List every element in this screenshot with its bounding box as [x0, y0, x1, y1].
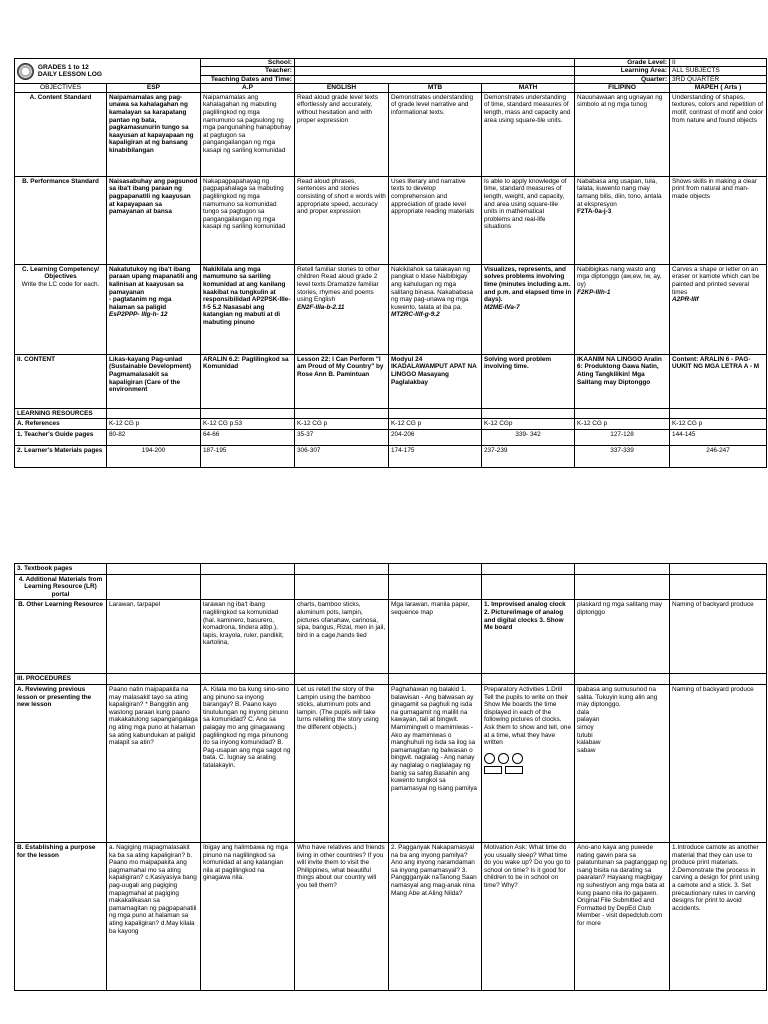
quarter-label: Quarter: — [575, 75, 670, 83]
row-purpose — [15, 842, 767, 990]
grade-label: Grade Level: — [575, 59, 670, 67]
row-content-standard — [15, 92, 767, 176]
rv-esp: Paano natin maipapakita na may malasakit tayo sa ating kapaligiran? * Banggitin ang wastong paraan kung paano makakatulong sapangangalaga ng ating mga puno at halaman sa ating kabundukan at paligid malapit sa atin? — [107, 684, 201, 842]
rv-math-text: Preparatory Activities 1.Drill Tell the pupils to write on their Show Me boards the time displayed in each of the following pictures of clocks. Ask them to show and tell, one at a time, what they have written — [484, 685, 572, 747]
lesson-log-part-2 — [14, 563, 766, 991]
competency-note: Write the LC code for each. — [21, 281, 100, 288]
area-label: Learning Area: — [575, 67, 670, 75]
row-textbook — [15, 564, 767, 575]
or-math: 1. Improvised analog clock 2. Picture/image of analog and digital clocks 3. Show Me board — [482, 600, 575, 674]
teachers-guide-label: 1. Teacher's Guide pages — [15, 430, 107, 446]
comp-mapeh-text: Carves a shape or letter on an eraser or kamote which can be painted and printed several times — [672, 265, 760, 296]
comp-esp-text: Nakatutukoy ng iba't ibang paraan upang mapanatili ang kalinisan at kaayusan sa pamayanan — [109, 265, 198, 296]
rv-mtb: Paghahawan ng balakid 1. balawisan - Ang balwasan ay ginagamit sa paghuli ng isda na gumagamit ng malilit na kawayan, tali at bingwit. Mamimingwit o mamimiwas - Ako ay mamimiwas o manghuhuli ng isda sa ilog sa pamamagitan ng balwasan o bingwit. naglalag - Ang nanay ay naglalag o naglalagay ng banig sa sahig.Basahin ang kuwento tungkol sa pamamasyal ng isang pamilya — [389, 684, 482, 842]
purpose-label: B. Establishing a purpose for the lesson — [15, 842, 107, 990]
cs-esp: Naipamamalas ang pag-unawa sa kahalagahan ng kamalayan sa karapatang pantao ng bata, pagkamasunurin tungo sa kaayusan at kapayapaan ng kapaligiran at ng bansang kinabibilangan — [107, 92, 201, 176]
ps-filipino-text: Nababasa ang usapan, tula, talata, kuwento nang may tamang bilis, diin, tono, antala at ekspresyon — [577, 177, 662, 208]
pp-mapeh: 1.Introduce camote as another material that they can use to produce print materials. 2.Demonstrate the process in carving a design for print using a camote and a stick. 3. Set precautionary rules in carving designs for print to avoid accidents. — [670, 842, 767, 990]
area-value: ALL SUBJECTS — [670, 67, 767, 75]
word-item: dala — [577, 708, 590, 716]
teacher-value — [295, 67, 575, 75]
quarter-value: 3RD QUARTER — [670, 75, 767, 83]
comp-filipino — [575, 264, 670, 354]
rv-english: Let us retell the story of the Lampin using the bamboo sticks, aluminum pots and lampin. (The pupils will take turns retelling the story using the different objects.) — [295, 684, 389, 842]
tg-esp: 80-82 — [107, 430, 201, 446]
ref-filipino: K-12 CG p — [575, 419, 670, 430]
comp-english-code: EN2F-IIIa-b-2.11 — [297, 303, 345, 311]
comp-english-text: Retell familiar stories to other children Read aloud grade 2 level texts Dramatize familiar stories, rhymes and poems using English — [297, 265, 380, 304]
clock-pictures — [484, 753, 572, 777]
row-content — [15, 354, 767, 408]
ps-math: Is able to apply knowledge of time, standard measures of length, weight, and capacity, and area using square-tile units in mathematical problems and real-life situations — [482, 176, 575, 264]
reviewing-label: A. Reviewing previous lesson or presenting the new lesson — [15, 684, 107, 842]
word-item: kalabaw — [577, 739, 601, 747]
ct-ap: ARALIN 6.2: Paglilingkod sa Komunidad — [201, 354, 295, 408]
lesson-log-part-1 — [14, 58, 766, 468]
dates-label: Teaching Dates and Time: — [201, 75, 295, 83]
lm-mtb: 174-175 — [389, 446, 482, 468]
rv-filipino-intro: Ipabasa ang sumusunod na salita. Tukuyin kung alin ang may diptonggo. — [577, 685, 658, 709]
lm-math: 237-239 — [482, 446, 575, 468]
comp-filipino-code: F2KP-IIIh-1 — [577, 288, 611, 296]
comp-english — [295, 264, 389, 354]
comp-esp-code: EsP2PPP- IIIg-h- 12 — [109, 311, 168, 319]
col-math: MATH — [482, 84, 575, 93]
rv-mapeh: Naming of backyard produce — [670, 684, 767, 842]
cs-filipino: Nauunawaan ang ugnayan ng simbolo at ng mga tunog — [575, 92, 670, 176]
row-references — [15, 419, 767, 430]
comp-mtb-text: Nakikilahok sa talakayan ng pangkat o klase Naibibigay ang kahulugan ng mga salitang binasa. Nakababasa ng may pag-unawa ng mga kuwento, talata at iba pa. — [391, 265, 474, 311]
ref-mtb: K-12 CG p — [389, 419, 482, 430]
comp-mapeh-code: A2PR-IIIf — [672, 296, 699, 304]
col-english: ENGLISH — [295, 84, 389, 93]
ct-filipino: IKAANIM NA LINGGO Aralin 6: Produktong Gawa Natin, Ating Tangkilikin! Mga Salitang may Diptonggo — [575, 354, 670, 408]
comp-mtb — [389, 264, 482, 354]
ct-mtb: Modyul 24 IKADALAWAMPUT APAT NA LINGGO Masayang Paglalakbay — [389, 354, 482, 408]
analog-clock-icon — [498, 753, 509, 764]
lm-mapeh: 246-247 — [670, 446, 767, 468]
rv-math — [482, 684, 575, 842]
word-item: palayan — [577, 716, 600, 724]
pp-mtb: 2. Pagganyak Nakapamasyal na ba ang inyong pamilya? Ano ang inyong naramdaman sa inyong pamamasyal? 3. Panggganyak naTanong Saan namasyal ang mag-anak nina Mang Abe at Aling Nilda? — [389, 842, 482, 990]
school-label: School: — [201, 59, 295, 67]
digital-clock-icon — [505, 766, 523, 774]
or-filipino: plaskard ng mga salitang may diptonggo — [575, 600, 670, 674]
row-learning-resources — [15, 408, 767, 419]
comp-math-text: Visualizes, represents, and solves problems involving time (minutes including a.m. and p.m. and elapsed time in days). — [484, 265, 572, 304]
school-value — [295, 59, 575, 67]
row-reviewing — [15, 684, 767, 842]
analog-clock-icon — [512, 753, 523, 764]
row-performance-standard — [15, 176, 767, 264]
row-additional — [15, 574, 767, 600]
word-item: sabaw — [577, 746, 596, 754]
cs-mtb: Demonstrates understanding of grade level narrative and informational texts. — [389, 92, 482, 176]
ps-ap: Nakapagpapahayag ng pagpapahalaga sa mabuting paglilingkod ng mga namumuno sa komunidad tungo sa pagtugon sa pangangailangan ng mga kasapi ng sariling komunidad — [201, 176, 295, 264]
procedures-label: III. PROCEDURES — [15, 674, 107, 685]
deped-seal-icon — [17, 63, 34, 80]
ref-english: K-12 CG p — [295, 419, 389, 430]
tg-mapeh: 144-145 — [670, 430, 767, 446]
performance-standard-label: B. Performance Standard — [15, 176, 107, 264]
ps-filipino — [575, 176, 670, 264]
learners-materials-label: 2. Learner's Materials pages — [15, 446, 107, 468]
comp-mtb-code: MT2RC-IIIf-g-9.2 — [391, 311, 440, 319]
word-item: tutubi — [577, 731, 593, 739]
competency-label-cell — [15, 264, 107, 354]
col-mtb: MTB — [389, 84, 482, 93]
comp-math — [482, 264, 575, 354]
pp-ap: Ibigay ang halimbawa ng mga pinuno na naglilingkod sa komunidad at ang katangian nila at paglilingkod na ginagawa nila. — [201, 842, 295, 990]
cs-mapeh: Understanding of shapes, textures, colors and repetition of motif, contrast of motif and color from nature and found objects — [670, 92, 767, 176]
row-competency — [15, 264, 767, 354]
tg-filipino: 127-128 — [575, 430, 670, 446]
or-mapeh: Naming of backyard produce — [670, 600, 767, 674]
objectives-label: OBJECTIVES — [15, 84, 107, 93]
row-learners-materials — [15, 446, 767, 468]
ps-mtb: Uses literary and narrative texts to develop comprehension and appreciation of grade level appropriate reading materials — [389, 176, 482, 264]
tg-mtb: 204-206 — [389, 430, 482, 446]
other-resource-label: B. Other Learning Resource — [15, 600, 107, 674]
cs-ap: Naipamamalas ang kahalagahan ng mabuting paglilingkod ng mga namumuno sa pagsulong ng mga pangunahing hanapbuhay at pagtugon sa pangangailangan ng mga kasapi ng sariling komunidad — [201, 92, 295, 176]
tg-ap: 64-66 — [201, 430, 295, 446]
ps-filipino-code: F2TA-0a-j-3 — [577, 208, 612, 216]
title-line1: GRADES 1 to 12 — [37, 63, 89, 71]
comp-math-code: M2ME-IVa-7 — [484, 303, 520, 311]
dates-value — [295, 75, 575, 83]
rv-ap: A. Kilala mo ba kung sino-sino ang pinuno sa inyong barangay? B. Paano kayo tinutulungan ng inyong pinuno sa komunidad? C. Ano sa palagay mo ang ginagawang paglilingkod ng mga pinunong ito sa inyong komunidad? B. Pag-usapan ang mga sagot ng bata. C. Iugnay sa araling tatalakayin. — [201, 684, 295, 842]
row-teachers-guide — [15, 430, 767, 446]
cs-english: Read aloud grade level texts effortlessly and accurately, without hesitation and with proper expression — [295, 92, 389, 176]
ref-math: K-12 CGp — [482, 419, 575, 430]
competency-label: C. Learning Competency/ Objectives — [21, 265, 100, 281]
additional-label: 4. Additional Materials from Learning Resource (LR) portal — [15, 574, 107, 600]
pp-english: Who have relatives and friends living in other countries? If you will invite them to visit the Philippines, what beautiful things about our country will you tell them? — [295, 842, 389, 990]
analog-clock-icon — [484, 753, 495, 764]
title-line2: DAILY LESSON LOG — [37, 71, 102, 79]
comp-ap: Nakikilala ang mga namumuno sa sariling komunidad at ang kanilang kaakibat na tungkulin at responsibilidad AP2PSK-IIIe-f-5 5.2 Nasasabi ang katangian ng mabuti at di mabuting pinuno — [201, 264, 295, 354]
pp-math: Motivation Ask: What time do you usually sleep? What time do you wake up? Do you go to school on time? Is it good for children to be in school on time? Why? — [482, 842, 575, 990]
ps-esp: Naisasabuhay ang pagsunod sa iba't ibang paraan ng pagpapanatili ng kaayusan at kapayapaan sa pamayanan at bansa — [107, 176, 201, 264]
lm-english: 306-307 — [295, 446, 389, 468]
tg-math: 339- 342 — [482, 430, 575, 446]
content-standard-label: A. Content Standard — [15, 92, 107, 176]
rv-filipino — [575, 684, 670, 842]
textbook-label: 3. Textbook pages — [15, 564, 107, 575]
comp-esp-sub: - pagtatanim ng mga halaman sa paligid — [109, 296, 172, 311]
row-procedures — [15, 674, 767, 685]
learning-resources-label: LEARNING RESOURCES — [15, 408, 107, 419]
col-ap: A.P — [201, 84, 295, 93]
comp-filipino-text: Nabibigkas nang wasto ang mga diptonggo (aw,ew, iw, ay, oy) — [577, 265, 662, 288]
or-english: charts, bamboo sticks, aluminum pots, lampin, pictures ofanahaw, carinosa, sipa, bangus, Rizal, men in jail, bird in a cage,hands tied — [295, 600, 389, 674]
lm-ap: 187-195 — [201, 446, 295, 468]
digital-clock-icon — [484, 766, 502, 774]
word-item: simoy — [577, 723, 594, 731]
references-label: A. References — [15, 419, 107, 430]
lm-esp: 194-200 — [107, 446, 201, 468]
content-label: II. CONTENT — [15, 354, 107, 408]
pp-filipino: Ano-ano kaya ang puwede nating gawin para sa palatuntunan sa pagtanggap ng isang bisita na darating sa paaralan? Hayaang magbigay ng suhestiyon ang mga bata at kung paano nila ito gagawin. Original File Submitted and Formatted by DepEd Club Member - visit depedclub.com for more — [575, 842, 670, 990]
teacher-label: Teacher: — [201, 67, 295, 75]
or-mtb: Mga larawan, manila paper, sequence map — [389, 600, 482, 674]
cs-math: Demonstrates understanding of time, standard measures of length, mass and capacity and area using square-tile units. — [482, 92, 575, 176]
comp-esp — [107, 264, 201, 354]
grade-value: II — [670, 59, 767, 67]
col-mapeh: MAPEH ( Arts ) — [670, 84, 767, 93]
pp-esp: a. Nagiging mapagmalasakit ka ba sa ating kapaligiran? b. Paano mo maipapakita ang pagmamahal mo sa ating kapaligiran? c.Kasiyasiya bang pag-uugali ang pagiging mapagmahal at pagiging makakalikasan sa pamamagitan ng pagpapanatili ng mga puno at halaman sa ating kapaligiran? d.May kilala ba kayong — [107, 842, 201, 990]
ref-ap: K-12 CG p.53 — [201, 419, 295, 430]
ct-esp: Likas-kayang Pag-unlad (Sustainable Development) Pagmamalasakit sa kapaligiran (Care of the environment — [107, 354, 201, 408]
lm-filipino: 337-339 — [575, 446, 670, 468]
header-logo-cell — [15, 59, 201, 84]
tg-english: 35-37 — [295, 430, 389, 446]
ct-math: Solving word problem involving time. — [482, 354, 575, 408]
ref-mapeh: K-12 CG p — [670, 419, 767, 430]
ps-mapeh: Shows skills in making a clear print from natural and man-made objects — [670, 176, 767, 264]
ps-english: Read aloud phrases, sentences and stories consisting of short e words with appropriate speed, accuracy and proper expression — [295, 176, 389, 264]
or-esp: Larawan, tarpapel — [107, 600, 201, 674]
ref-esp: K-12 CG p — [107, 419, 201, 430]
col-esp: ESP — [107, 84, 201, 93]
comp-mapeh — [670, 264, 767, 354]
ct-english: Lesson 22: I Can Perform "I am Proud of My Country" by Rose Ann B. Pamintuan — [295, 354, 389, 408]
ct-mapeh: Content: ARALIN 6 - PAG-UUKIT NG MGA LETRA A - M — [670, 354, 767, 408]
row-other-resource — [15, 600, 767, 674]
or-ap: larawan ng iba't ibang naglilingkod sa komunidad (hal. kaminero, basurero, komadrona, tindera atbp.), lapis, krayola, ruler, pandikit, kartolina, — [201, 600, 295, 674]
col-filipino: FILIPINO — [575, 84, 670, 93]
